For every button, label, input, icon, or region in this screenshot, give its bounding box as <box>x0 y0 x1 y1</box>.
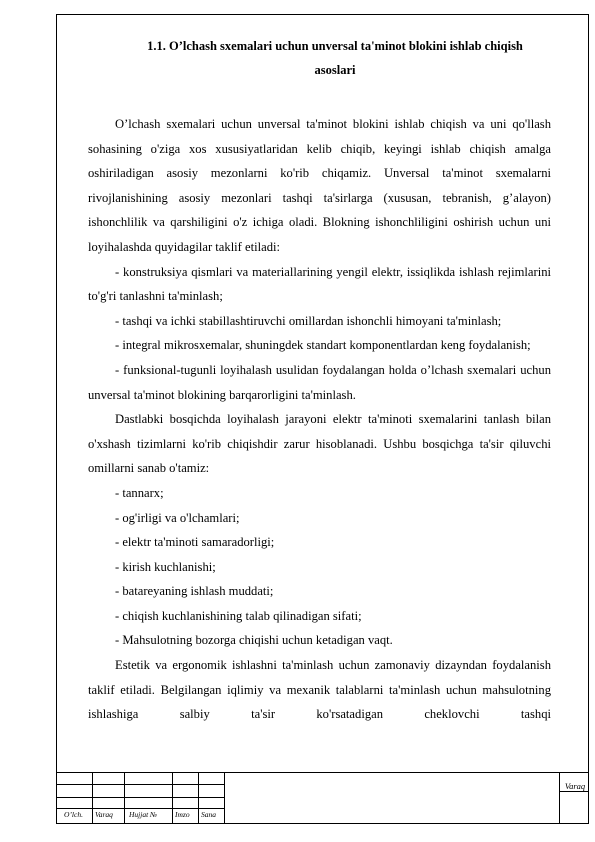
paragraph-ergonomics: Estetik va ergonomik ishlashni ta'minlash uchun zamonaviy dizayndan foydalanish taklif etiladi. Belgilangan iqlimiy va mexanik talablarni ta'minlash uchun mahsulotning ishlashiga salbiy ta'sir ko'rsatadigan cheklovchi tashqi <box>88 658 551 722</box>
stamp-label-olch: O’lch. <box>64 810 83 819</box>
list-item: - kirish kuchlanishi; <box>115 559 216 574</box>
stamp-label-hujjat: Hujjat № <box>129 810 158 819</box>
stamp-label-varaq: Varaq <box>95 810 113 819</box>
stamp-label-imzo: Imzo <box>175 810 190 819</box>
stamp-row-line <box>56 797 224 798</box>
stamp-label-sana: Sana <box>201 810 216 819</box>
title-block <box>56 772 589 824</box>
stamp-row-line <box>56 808 224 809</box>
paragraph-intro: O’lchash sxemalari uchun unversal ta'minot blokini ishlab chiqish va uni qo'llash sohasining o'ziga xos xususiyatlaridan kelib chiqib, keyingi ishlab chiqish amalga oshiriladigan asosiy mezonlarni ko'rib chiqamiz. Unversal ta'minot sxemalarni rivojlanishining asosiy mezonlari tashqi ta'sirlarga (xususan, tebranish, g’alayon) ishonchlilik va qarshiligini o'z ichiga oladi. Blokning ishonchliligini oshirish uchun uni loyihalashda quyidagilar taklif etiladi: <box>88 117 551 254</box>
body-text <box>88 112 551 727</box>
list-item: - tashqi va ichki stabillashtiruvchi omillardan ishonchli himoyani ta'minlash; <box>115 313 502 328</box>
list-item: - batareyaning ishlash muddati; <box>115 584 274 599</box>
section-title-line2: asoslari <box>314 63 356 77</box>
stamp-divider <box>559 773 560 824</box>
section-title <box>110 34 560 82</box>
list-item: - chiqish kuchlanishining talab qilinadigan sifati; <box>115 608 362 623</box>
section-title-line1: 1.1. O’lchash sxemalari uchun unversal ta'minot blokini ishlab chiqish <box>147 39 523 53</box>
list-item: - funksional-tugunli loyihalash usulidan foydalangan holda o’lchash sxemalari uchun unversal ta'minot blokining barqarorligini ta'minlash. <box>88 362 551 402</box>
list-item: - elektr ta'minoti samaradorligi; <box>115 535 275 550</box>
stamp-divider <box>172 773 173 824</box>
stamp-divider <box>124 773 125 824</box>
paragraph-factors: Dastlabki bosqichda loyihalash jarayoni elektr ta'minoti sxemalarini tanlash bilan o'xshash tizimlarni ko'rib chiqishdir zarur hisoblanadi. Ushbu bosqichga ta'sir qiluvchi omillarni sanab o'tamiz: <box>88 412 551 476</box>
list-item: - Mahsulotning bozorga chiqishi uchun ketadigan vaqt. <box>115 633 393 648</box>
list-item: - integral mikrosxemalar, shuningdek standart komponentlardan keng foydalanish; <box>115 338 531 353</box>
list-item: - tannarx; <box>115 485 164 500</box>
stamp-row-line <box>559 791 589 792</box>
stamp-divider <box>224 773 225 824</box>
stamp-divider <box>92 773 93 824</box>
stamp-divider <box>198 773 199 824</box>
sheet-label: Varaq <box>564 781 586 791</box>
list-item: - og'irligi va o'lchamlari; <box>115 510 240 525</box>
stamp-row-line <box>56 784 224 785</box>
list-item: - konstruksiya qismlari va materiallarining yengil elektr, issiqlikda ishlash rejimlarini to'g'ri tanlashni ta'minlash; <box>88 264 551 304</box>
